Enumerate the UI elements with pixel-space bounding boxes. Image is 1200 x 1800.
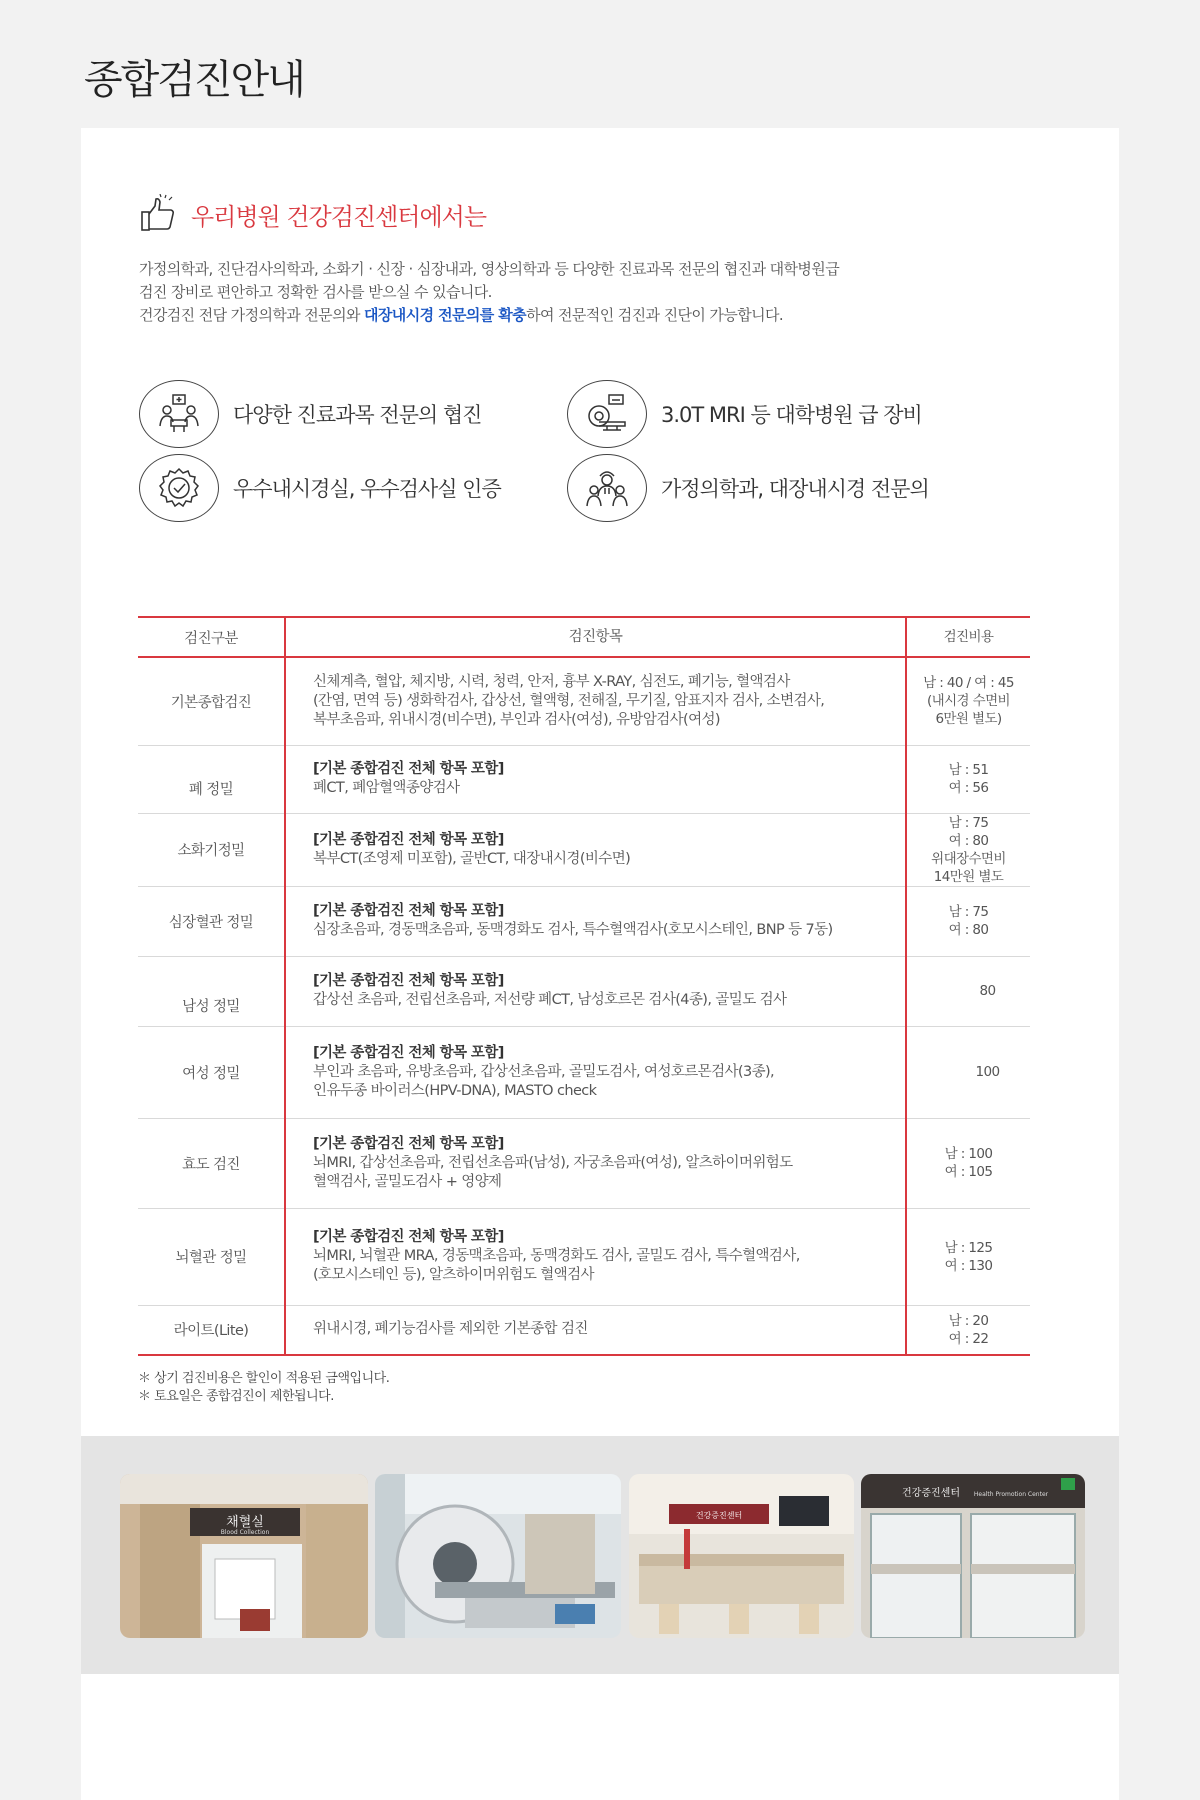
exam-name: 소화기정밀 [138, 813, 285, 886]
exam-name: 효도 검진 [138, 1118, 285, 1208]
specialist-team-icon [585, 466, 629, 510]
exam-name: 심장혈관 정밀 [138, 886, 285, 956]
intro-line-3-pre: 건강검진 전담 가정의학과 전문의와 [139, 306, 365, 324]
exam-fee: 남 : 125 여 : 130 [906, 1208, 1030, 1305]
feature-label: 가정의학과, 대장내시경 전문의 [661, 477, 929, 501]
feature-item [139, 380, 481, 448]
intro-description [139, 258, 1019, 327]
feature-list [139, 380, 959, 530]
table-row [138, 1208, 1030, 1305]
exam-fee: 80 [906, 956, 1030, 1026]
intro-title: 우리병원 건강검진센터에서는 [191, 202, 487, 231]
exam-fee: 남 : 75 여 : 80 [906, 886, 1030, 956]
table-row [138, 1305, 1030, 1355]
fee-notes [138, 1370, 389, 1406]
exam-name: 폐 정밀 [138, 745, 285, 813]
thumbs-up-icon [139, 194, 179, 234]
svg-text:건강증진센터: 건강증진센터 [902, 1488, 960, 1499]
content-card [81, 128, 1119, 1800]
table-row [138, 657, 1030, 745]
exam-fee: 남 : 51 여 : 56 [906, 745, 1030, 813]
certified-badge-icon [157, 466, 201, 510]
intro-header [139, 194, 486, 234]
table-row [138, 1118, 1030, 1208]
exam-fee: 남 : 40 / 여 : 45 (내시경 수면비 6만원 별도) [906, 657, 1030, 745]
intro-line-1: 가정의학과, 진단검사의학과, 소화기 · 신장 · 심장내과, 영상의학과 등 다양한 진료과목 전문의 협진과 대학병원급 [139, 260, 840, 278]
intro-highlight: 대장내시경 전문의를 확충 [364, 306, 527, 324]
header-fee: 검진비용 [906, 617, 1030, 657]
note-saturday: ＊ 토요일은 종합검진이 제한됩니다. [138, 1389, 334, 1404]
exam-items: [기본 종합검진 전체 항목 포함] 부인과 초음파, 유방초음파, 갑상선초음파, 골밀도검사, 여성호르몬검사(3종), 인유두종 바이러스(HPV-DNA), MASTO check [285, 1026, 906, 1118]
doctor-consult-icon [157, 392, 201, 436]
ct-scanner-photo [375, 1474, 621, 1638]
exam-name: 뇌혈관 정밀 [138, 1208, 285, 1305]
table-row [138, 1026, 1030, 1118]
page-title: 종합검진안내 [84, 57, 304, 103]
exam-items: [기본 종합검진 전체 항목 포함] 폐CT, 폐암혈액종양검사 [285, 745, 906, 813]
exam-name: 남성 정밀 [138, 956, 285, 1026]
note-discount: ＊ 상기 검진비용은 할인이 적용된 금액입니다. [138, 1371, 390, 1386]
intro-line-2: 검진 장비로 편안하고 정확한 검사를 받으실 수 있습니다. [139, 283, 492, 301]
exam-name: 라이트(Lite) [138, 1305, 285, 1355]
exam-items: [기본 종합검진 전체 항목 포함] 뇌MRI, 뇌혈관 MRA, 경동맥초음파, 동맥경화도 검사, 골밀도 검사, 특수혈액검사, (호모시스테인 등), 알츠하이머위험도 혈액검사 [285, 1208, 906, 1305]
exam-items: [기본 종합검진 전체 항목 포함] 복부CT(조영제 미포함), 골반CT, 대장내시경(비수면) [285, 813, 906, 886]
feature-label: 3.0T MRI 등 대학병원 급 장비 [661, 403, 922, 427]
svg-text:채혈실: 채혈실 [226, 1515, 264, 1530]
exam-name: 기본종합검진 [138, 657, 285, 745]
exam-fee: 100 [906, 1026, 1030, 1118]
exam-name: 여성 정밀 [138, 1026, 285, 1118]
feature-item [567, 380, 922, 448]
intro-line-3 [139, 304, 1019, 327]
feature-label: 우수내시경실, 우수검사실 인증 [233, 477, 501, 501]
exam-items: 신체계측, 혈압, 체지방, 시력, 청력, 안저, 흉부 X-RAY, 심전도, 폐기능, 혈액검사 (간염, 면역 등) 생화학검사, 갑상선, 혈액형, 전해질, 무기질, 암표지자 검사, 소변검사, 복부초음파, 위내시경(비수면), 부인과 검사(여성), 유방암검사(여성) [285, 657, 906, 745]
mri-machine-icon [585, 392, 629, 436]
blood-collection-room-photo [120, 1474, 368, 1638]
intro-line-3-post: 하여 전문적인 검진과 진단이 가능합니다. [526, 306, 784, 324]
header-category: 검진구분 [138, 617, 285, 657]
header-items: 검진항목 [285, 617, 906, 657]
table-header-row [138, 617, 1030, 657]
exam-fee: 남 : 20 여 : 22 [906, 1305, 1030, 1355]
svg-text:건강증진센터: 건강증진센터 [695, 1511, 743, 1520]
feature-item [567, 454, 929, 522]
exam-fee: 남 : 75 여 : 80 위대장수면비 14만원 별도 [906, 813, 1030, 886]
svg-text:Health Promotion Center: Health Promotion Center [973, 1491, 1049, 1498]
table-row [138, 956, 1030, 1026]
exam-items: [기본 종합검진 전체 항목 포함] 심장초음파, 경동맥초음파, 동맥경화도 검사, 특수혈액검사(호모시스테인, BNP 등 7동) [285, 886, 906, 956]
table-row [138, 813, 1030, 886]
reception-desk-photo [629, 1474, 854, 1638]
feature-item [139, 454, 501, 522]
exam-price-table [138, 616, 1030, 1356]
exam-items: [기본 종합검진 전체 항목 포함] 갑상선 초음파, 전립선초음파, 저선량 폐CT, 남성호르몬 검사(4종), 골밀도 검사 [285, 956, 906, 1026]
facility-gallery [81, 1436, 1119, 1674]
exam-items: 위내시경, 폐기능검사를 제외한 기본종합 검진 [313, 1321, 588, 1338]
feature-label: 다양한 진료과목 전문의 협진 [233, 403, 482, 427]
svg-text:Blood Collection: Blood Collection [220, 1529, 270, 1536]
table-row [138, 745, 1030, 813]
health-center-entrance-photo [861, 1474, 1085, 1638]
exam-fee: 남 : 100 여 : 105 [906, 1118, 1030, 1208]
exam-items: [기본 종합검진 전체 항목 포함] 뇌MRI, 갑상선초음파, 전립선초음파(남성), 자궁초음파(여성), 알츠하이머위험도 혈액검사, 골밀도검사 + 영양제 [285, 1118, 906, 1208]
table-row [138, 886, 1030, 956]
